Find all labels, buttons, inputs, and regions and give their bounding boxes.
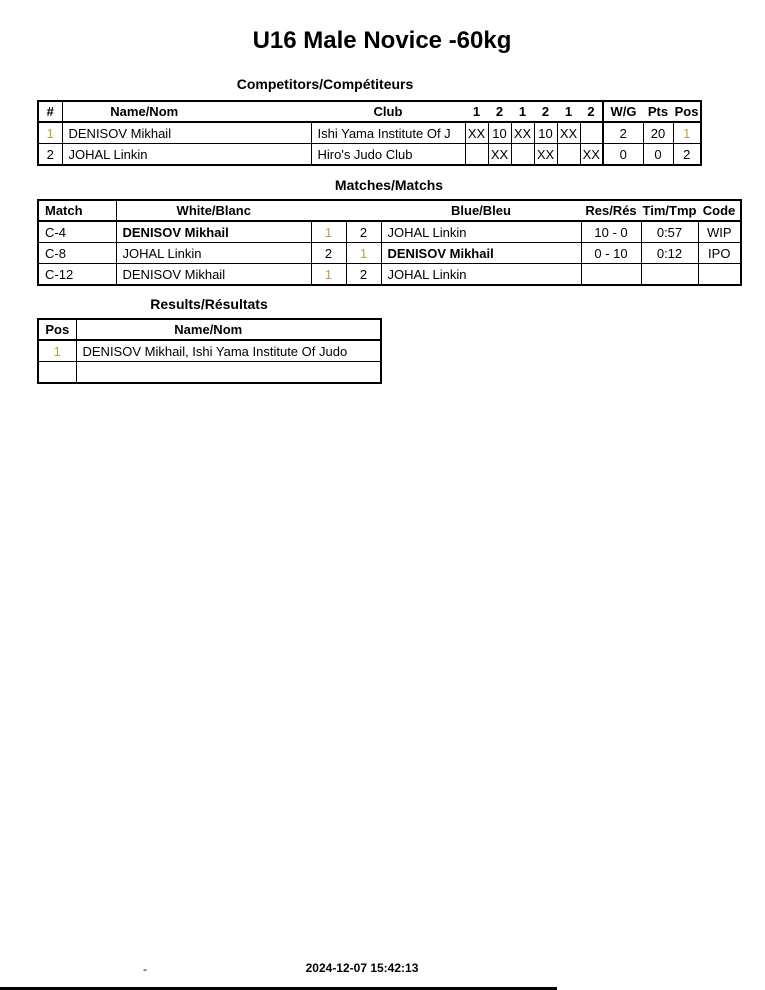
cell-round-score xyxy=(511,144,534,166)
col-header-round-4: 2 xyxy=(534,101,557,122)
cell-competitor-name: DENISOV Mikhail xyxy=(62,122,311,144)
cell-round-score: 10 xyxy=(488,122,511,144)
cell-round-score xyxy=(557,144,580,166)
result-row xyxy=(38,340,381,362)
results-table xyxy=(37,318,382,384)
col-header-result: Res/Rés xyxy=(581,200,641,221)
col-header-club: Club xyxy=(311,101,465,122)
footer-timestamp: 2024-12-07 15:42:13 xyxy=(305,961,419,975)
cell-code: WIP xyxy=(698,221,741,243)
col-header-round-1: 1 xyxy=(465,101,488,122)
cell-competitor-number: 2 xyxy=(38,144,62,166)
cell-round-score: XX xyxy=(465,122,488,144)
cell-match-id: C-12 xyxy=(38,264,116,286)
cell-position: 2 xyxy=(673,144,701,166)
matches-header-row xyxy=(38,200,741,221)
cell-competitor-name: JOHAL Linkin xyxy=(62,144,311,166)
cell-round-score: 10 xyxy=(534,122,557,144)
cell-match-id: C-8 xyxy=(38,243,116,264)
cell-round-score: XX xyxy=(534,144,557,166)
cell-round-score: XX xyxy=(557,122,580,144)
cell-round-score xyxy=(465,144,488,166)
cell-points: 0 xyxy=(643,144,673,166)
cell-round-score xyxy=(580,122,603,144)
section-title-competitors: Competitors/Compétiteurs xyxy=(236,76,414,92)
col-header-blue: Blue/Bleu xyxy=(381,200,581,221)
cell-result-name: DENISOV Mikhail, Ishi Yama Institute Of Judo xyxy=(76,340,381,362)
match-row xyxy=(38,264,741,286)
match-row xyxy=(38,221,741,243)
col-header-name: Name/Nom xyxy=(62,101,311,122)
footer-page-dash: - xyxy=(143,962,147,976)
results-header-row xyxy=(38,319,381,340)
cell-white-name: DENISOV Mikhail xyxy=(116,221,311,243)
match-row xyxy=(38,243,741,264)
cell-time: 0:57 xyxy=(641,221,698,243)
cell-wins: 0 xyxy=(603,144,643,166)
page-title: U16 Male Novice -60kg xyxy=(252,27,512,54)
col-header-white-num xyxy=(311,200,346,221)
cell-competitor-club: Ishi Yama Institute Of J xyxy=(311,122,465,144)
col-header-match: Match xyxy=(38,200,116,221)
cell-round-score: XX xyxy=(511,122,534,144)
col-header-pts: Pts xyxy=(643,101,673,122)
cell-competitor-club: Hiro's Judo Club xyxy=(311,144,465,166)
cell-time: 0:12 xyxy=(641,243,698,264)
cell-white-number: 1 xyxy=(311,264,346,286)
cell-position: 1 xyxy=(673,122,701,144)
col-header-name: Name/Nom xyxy=(76,319,381,340)
cell-code: IPO xyxy=(698,243,741,264)
col-header-wg: W/G xyxy=(603,101,643,122)
cell-blue-name: JOHAL Linkin xyxy=(381,221,581,243)
matches-table xyxy=(37,199,742,286)
col-header-time: Tim/Tmp xyxy=(641,200,698,221)
cell-code xyxy=(698,264,741,286)
cell-blue-name: DENISOV Mikhail xyxy=(381,243,581,264)
cell-wins: 2 xyxy=(603,122,643,144)
cell-competitor-number: 1 xyxy=(38,122,62,144)
cell-blue-number: 2 xyxy=(346,264,381,286)
cell-points: 20 xyxy=(643,122,673,144)
competitors-header-row xyxy=(38,101,701,122)
cell-round-score: XX xyxy=(488,144,511,166)
col-header-round-5: 1 xyxy=(557,101,580,122)
section-title-results: Results/Résultats xyxy=(150,296,268,312)
section-title-matches: Matches/Matchs xyxy=(334,177,444,193)
competitors-table xyxy=(37,100,702,166)
col-header-code: Code xyxy=(698,200,741,221)
cell-blue-number: 1 xyxy=(346,243,381,264)
col-header-pos: Pos xyxy=(673,101,701,122)
cell-match-id: C-4 xyxy=(38,221,116,243)
cell-result-name xyxy=(76,362,381,384)
cell-time xyxy=(641,264,698,286)
cell-result: 10 - 0 xyxy=(581,221,641,243)
cell-result-pos xyxy=(38,362,76,384)
col-header-round-3: 1 xyxy=(511,101,534,122)
col-header-white: White/Blanc xyxy=(116,200,311,221)
result-row xyxy=(38,362,381,384)
col-header-pos: Pos xyxy=(38,319,76,340)
cell-white-name: JOHAL Linkin xyxy=(116,243,311,264)
cell-blue-number: 2 xyxy=(346,221,381,243)
cell-white-name: DENISOV Mikhail xyxy=(116,264,311,286)
cell-white-number: 1 xyxy=(311,221,346,243)
cell-round-score: XX xyxy=(580,144,603,166)
cell-result xyxy=(581,264,641,286)
col-header-round-2: 2 xyxy=(488,101,511,122)
competitor-row xyxy=(38,144,701,166)
cell-blue-name: JOHAL Linkin xyxy=(381,264,581,286)
cell-white-number: 2 xyxy=(311,243,346,264)
col-header-blue-num xyxy=(346,200,381,221)
col-header-number: # xyxy=(38,101,62,122)
cell-result-pos: 1 xyxy=(38,340,76,362)
competitor-row xyxy=(38,122,701,144)
col-header-round-6: 2 xyxy=(580,101,603,122)
cell-result: 0 - 10 xyxy=(581,243,641,264)
